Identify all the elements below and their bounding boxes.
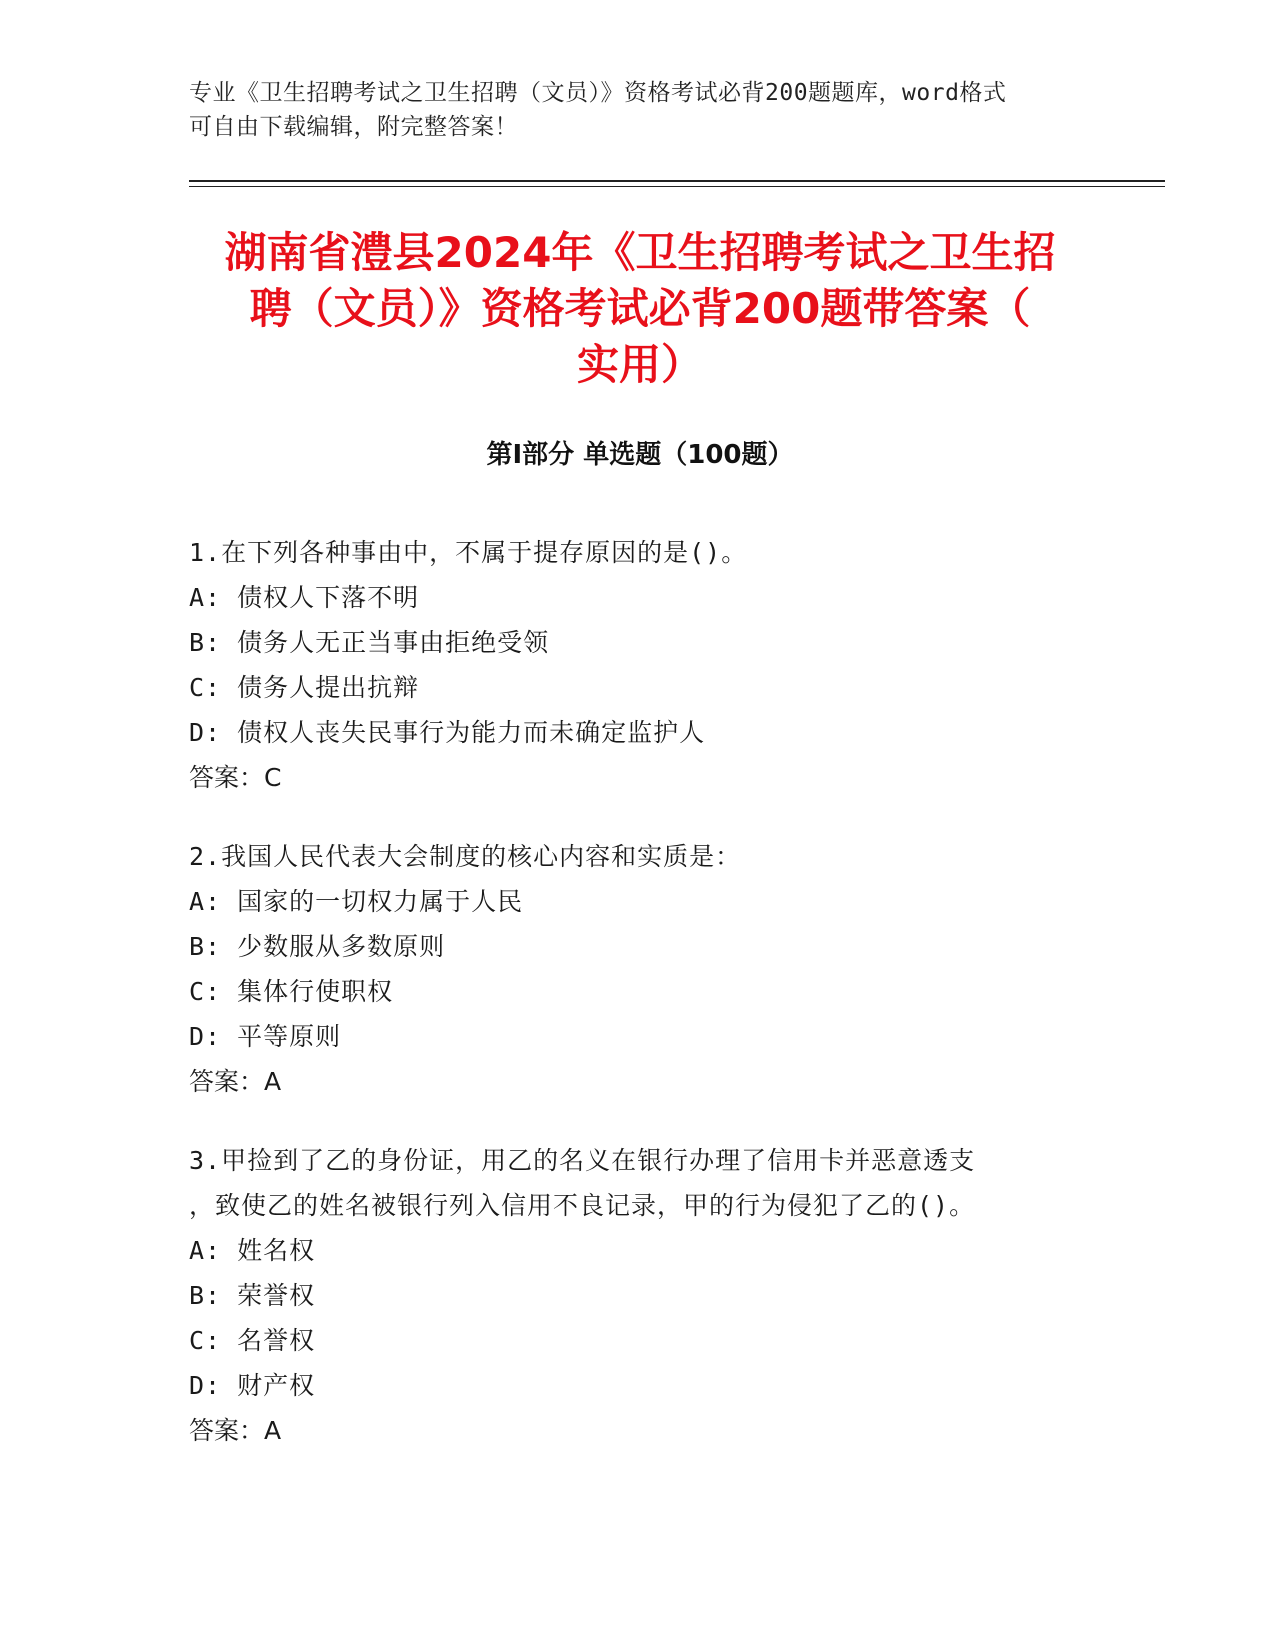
question-stem: 2.我国人民代表大会制度的核心内容和实质是：: [189, 842, 742, 871]
option-d: D: 财产权: [189, 1371, 316, 1400]
question-1: [189, 530, 1089, 800]
question-list: [189, 530, 1089, 1487]
answer-label: 答案：A: [189, 1067, 282, 1096]
section-heading: 第I部分 单选题（100题）: [486, 440, 794, 470]
question-stem: 3.甲捡到了乙的身份证，用乙的名义在银行办理了信用卡并恶意透支: [189, 1146, 976, 1175]
option-d: D: 债权人丧失民事行为能力而未确定监护人: [189, 718, 706, 747]
title-line-3: 实用）: [576, 340, 703, 389]
question-2: [189, 834, 1089, 1104]
option-c: C: 名誉权: [189, 1326, 316, 1355]
option-a: A: 姓名权: [189, 1236, 316, 1265]
option-b: B: 少数服从多数原则: [189, 932, 446, 961]
answer-label: 答案：A: [189, 1416, 282, 1445]
header-note-line-1: 专业《卫生招聘考试之卫生招聘（文员）》资格考试必背200题题库，word格式: [189, 80, 1007, 106]
header-divider-thick: [189, 180, 1165, 182]
title-line-1: 湖南省澧县2024年《卫生招聘考试之卫生招: [224, 228, 1056, 277]
question-stem-continued: ，致使乙的姓名被银行列入信用不良记录，甲的行为侵犯了乙的()。: [189, 1191, 976, 1220]
answer-label: 答案：C: [189, 763, 282, 792]
document-title: [140, 225, 1140, 393]
option-b: B: 债务人无正当事由拒绝受领: [189, 628, 550, 657]
option-a: A: 债权人下落不明: [189, 583, 420, 612]
option-b: B: 荣誉权: [189, 1281, 316, 1310]
option-c: C: 集体行使职权: [189, 977, 394, 1006]
question-3: [189, 1138, 1089, 1453]
question-stem: 1.在下列各种事由中，不属于提存原因的是()。: [189, 538, 748, 567]
header-note-line-2: 可自由下载编辑，附完整答案！: [189, 114, 518, 140]
header-divider-thin: [189, 186, 1165, 187]
title-line-2: 聘（文员）》资格考试必背200题带答案（: [249, 284, 1031, 333]
option-a: A: 国家的一切权力属于人民: [189, 887, 524, 916]
option-c: C: 债务人提出抗辩: [189, 673, 420, 702]
document-header-note: [189, 76, 1089, 144]
option-d: D: 平等原则: [189, 1022, 342, 1051]
